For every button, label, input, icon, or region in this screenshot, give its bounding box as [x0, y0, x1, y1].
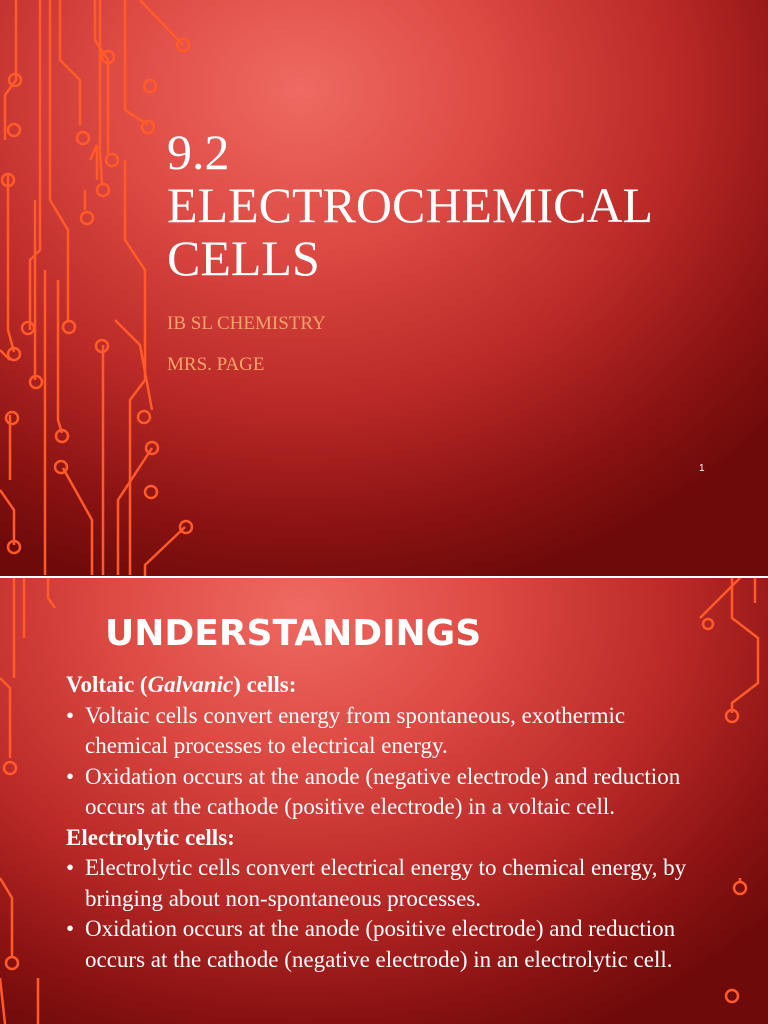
- page-number: 1: [699, 463, 705, 474]
- slide-title: [167, 126, 727, 285]
- voltaic-title-italic: Galvanic: [147, 672, 234, 697]
- bullet-item: [66, 762, 706, 823]
- teacher-subtitle: MRS. PAGE: [167, 354, 265, 375]
- understandings-content: [66, 670, 706, 975]
- slide-heading: UNDERSTANDINGS: [105, 613, 482, 654]
- bullet-glyph: •: [66, 702, 75, 728]
- bullet-item: [66, 853, 706, 914]
- bullet-glyph: •: [66, 855, 75, 880]
- bullet-glyph: •: [66, 916, 75, 941]
- voltaic-section-title: [66, 670, 706, 701]
- bullet-item: [66, 701, 706, 762]
- course-subtitle: IB SL CHEMISTRY: [167, 313, 326, 334]
- bullet-item: [66, 914, 706, 975]
- circuit-decoration: [0, 0, 200, 576]
- title-line: 9.2: [167, 124, 230, 180]
- voltaic-title-suffix: ) cells:: [233, 672, 297, 697]
- bullet-glyph: •: [66, 763, 75, 789]
- electrolytic-section-title: Electrolytic cells:: [66, 824, 235, 850]
- title-line: ELECTROCHEMICAL: [167, 177, 654, 233]
- bullet-text: Oxidation occurs at the anode (negative electrode) and reduction occurs at the cathode (positive electrode) in a voltaic cell.: [85, 763, 681, 819]
- title-line: CELLS: [167, 230, 320, 286]
- bullet-text: Electrolytic cells convert electrical energy to chemical energy, by bringing about non-spontaneous processes.: [85, 855, 687, 911]
- bullet-text: Voltaic cells convert energy from spontaneous, exothermic chemical processes to electrical energy.: [85, 702, 626, 758]
- voltaic-title-prefix: Voltaic (: [66, 672, 148, 697]
- bullet-text: Oxidation occurs at the anode (positive electrode) and reduction occurs at the cathode (negative electrode) in an electrolytic cell.: [85, 916, 676, 972]
